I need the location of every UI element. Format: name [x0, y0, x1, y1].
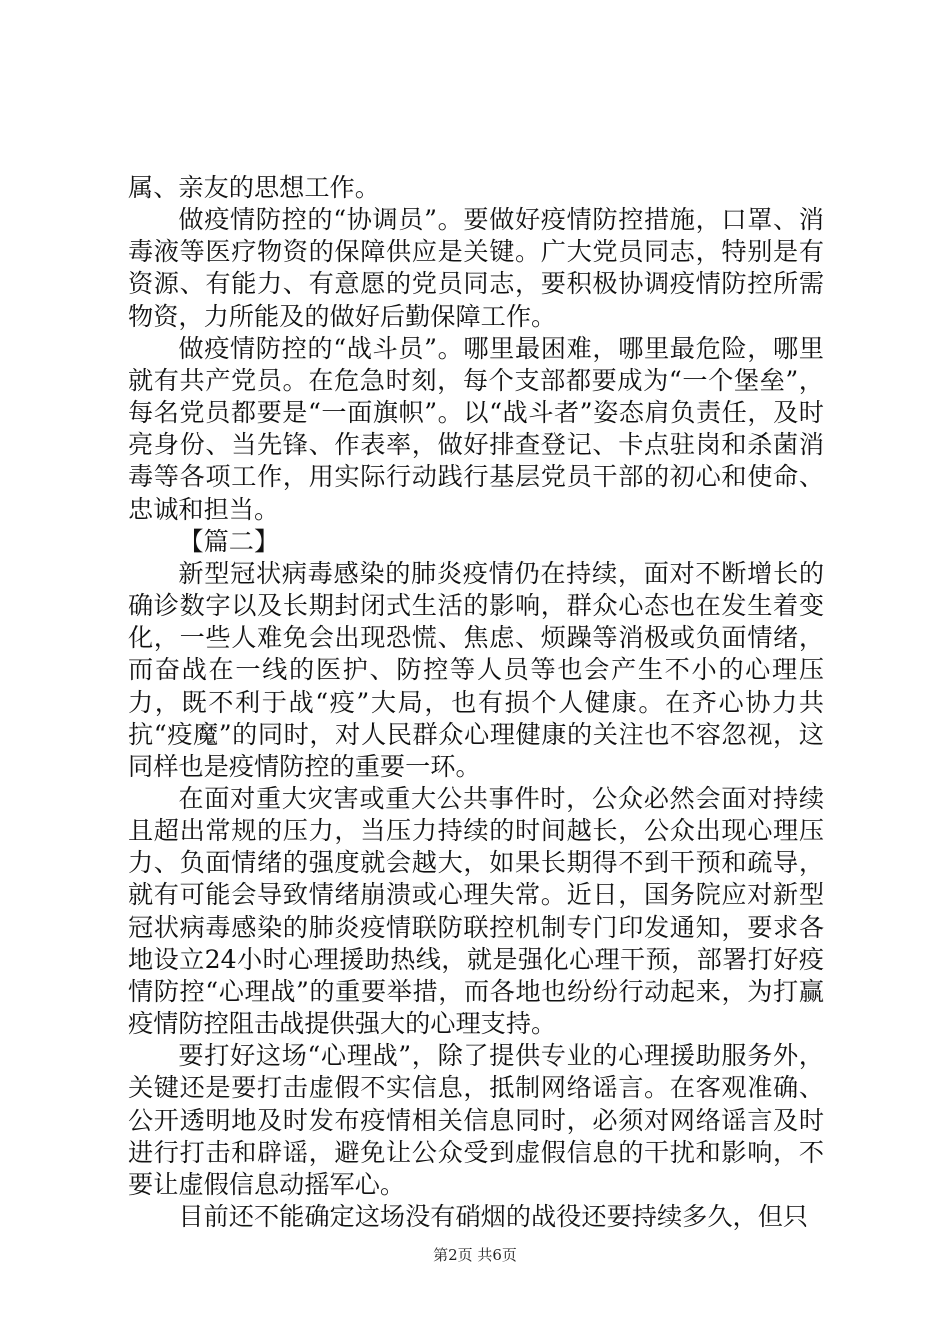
paragraph-psychological-intervention: 在面对重大灾害或重大公共事件时，公众必然会面对持续且超出常规的压力，当压力持续的时间越长，公众出现心理压力、负面情绪的强度就会越大，如果长期得不到干预和疏导，就有可能会导致情绪崩溃或心理失常。近日，国务院应对新型冠状病毒感染的肺炎疫情联防联控机制专门印发通知，要求各地设立24小时心理援助热线，就是强化心理干预，部署打好疫情防控“心理战”的重要举措，而各地也纷纷行动起来，为打赢疫情防控阻击战提供强大的心理支持。	[128, 783, 824, 1039]
page-number-footer: 第2页 共6页	[433, 1246, 517, 1264]
paragraph-combat-rumors: 要打好这场“心理战”，除了提供专业的心理援助服务外，关键还是要打击虚假不实信息，抵制网络谣言。在客观准确、公开透明地及时发布疫情相关信息同时，必须对网络谣言及时进行打击和辟谣，避免让公众受到虚假信息的干扰和影响，不要让虚假信息动摇军心。	[128, 1041, 824, 1199]
document-body	[128, 172, 824, 1233]
paragraph-coordinator: 做疫情防控的“协调员”。要做好疫情防控措施，口罩、消毒液等医疗物资的保障供应是关键。广大党员同志，特别是有资源、有能力、有意愿的党员同志，要积极协调疫情防控所需物资，力所能及的做好后勤保障工作。	[128, 205, 824, 331]
paragraph-fighter: 做疫情防控的“战斗员”。哪里最困难，哪里最危险，哪里就有共产党员。在危急时刻，每个支部都要成为“一个堡垒”，每名党员都要是“一面旗帜”。以“战斗者”姿态肩负责任，及时亮身份、当先锋、作表率，做好排查登记、卡点驻岗和杀菌消毒等各项工作，用实际行动践行基层党员干部的初心和使命、忠诚和担当。	[128, 333, 824, 524]
paragraph-continuation: 属、亲友的思想工作。	[128, 173, 380, 202]
paragraph-epidemic-mindset: 新型冠状病毒感染的肺炎疫情仍在持续，面对不断增长的确诊数字以及长期封闭式生活的影响，群众心态也在发生着变化，一些人难免会出现恐慌、焦虑、烦躁等消极或负面情绪，而奋战在一线的医护、防控等人员等也会产生不小的心理压力，既不利于战“疫”大局，也有损个人健康。在齐心协力共抗“疫魔”的同时，对人民群众心理健康的关注也不容忽视，这同样也是疫情防控的重要一环。	[128, 558, 824, 781]
section-heading-part-two: 【篇二】	[178, 526, 280, 556]
paragraph-closing-fragment: 目前还不能确定这场没有硝烟的战役还要持续多久，但只	[178, 1202, 809, 1231]
